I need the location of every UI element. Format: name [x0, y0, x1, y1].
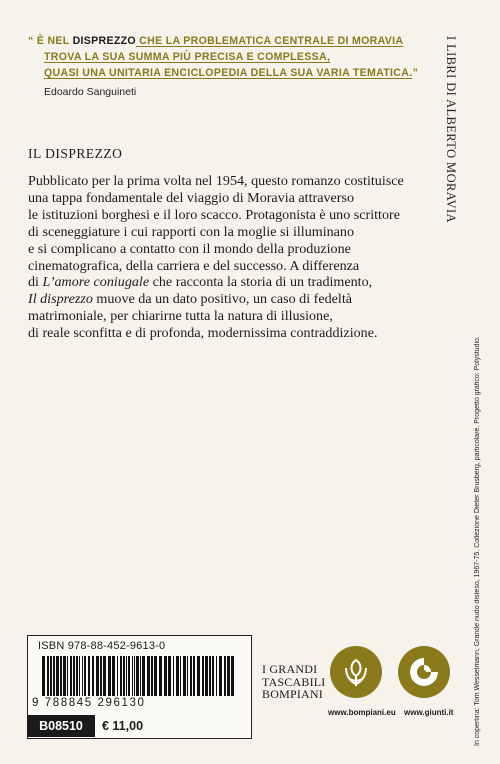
giunti-logo-icon: [398, 646, 450, 698]
ean-digits: 9 788845 296130: [32, 697, 146, 709]
barcode-bar: [216, 656, 217, 696]
synopsis-line: cinematografica, della carriera e del successo. A differenza: [28, 257, 360, 274]
barcode-bar: [70, 656, 72, 696]
barcode-bar: [159, 656, 162, 696]
barcode-bar: [212, 656, 214, 696]
synopsis-line: Il disprezzo muove da un dato positivo, un caso di fedeltà: [28, 291, 352, 308]
barcode-bar: [53, 656, 55, 696]
barcode-bar: [231, 656, 234, 696]
quote-line-3: QUASI UNA UNITARIA ENCICLOPEDIA DELLA SUA VARIA TEMATICA.”: [44, 67, 419, 79]
quote-close-marks: ”: [412, 67, 419, 79]
barcode-bar: [103, 656, 106, 696]
barcode-bar: [224, 656, 226, 696]
barcode-bar: [96, 656, 99, 696]
barcode-bar: [219, 656, 222, 696]
credits-text: In copertina: Tom Wesselmann, Grande nudo disteso, 1967-75. Collezione Dieter Brusberg, particolare. Progetto grafico: Polystudio.: [474, 336, 481, 746]
back-cover-quote: [28, 33, 418, 98]
barcode-bar: [76, 656, 78, 696]
barcode-bar: [82, 656, 83, 696]
cover-credits: [474, 236, 488, 746]
quote-line-2: TROVA LA SUA SUMMA PIÙ PRECISA E COMPLESSA,: [44, 51, 331, 63]
product-code-badge: B08510: [27, 715, 95, 737]
barcode-bar: [60, 656, 62, 696]
barcode-box: [27, 635, 252, 739]
barcode-bar: [134, 656, 135, 696]
quote-open-marks: “: [28, 35, 34, 47]
quote-line-1: “ È NEL DISPREZZO CHE LA PROBLEMATICA CENTRALE DI MORAVIA: [28, 35, 404, 47]
barcode-bar: [187, 656, 188, 696]
barcode-bar: [73, 656, 75, 696]
synopsis-line: di sceneggiature i cui rapporti con la moglie si illuminano: [28, 223, 355, 240]
bompiani-website[interactable]: www.bompiani.eu: [328, 708, 396, 717]
barcode-bar: [173, 656, 174, 696]
barcode-bar: [126, 656, 127, 696]
barcode-bar: [205, 656, 208, 696]
synopsis-line: matrimoniale, per chiarirne tutta la natura di illusione,: [28, 308, 333, 325]
barcode-bar: [209, 656, 211, 696]
barcode-bar: [117, 656, 118, 696]
barcode-bar: [164, 656, 167, 696]
italic-title: L’amore coniugale: [42, 274, 150, 291]
synopsis-line: Pubblicato per la prima volta nel 1954, questo romanzo costituisce: [28, 173, 404, 189]
barcode-bar: [100, 656, 102, 696]
series-name: I GRANDI TASCABILI BOMPIANI: [262, 662, 326, 701]
giunti-website[interactable]: www.giunti.it: [404, 708, 454, 717]
barcode-bar: [42, 656, 45, 696]
barcode-bar: [176, 656, 179, 696]
barcode-bar: [128, 656, 130, 696]
barcode-bar: [193, 656, 195, 696]
synopsis-line: e si complicano a contatto con il mondo della produzione: [28, 240, 351, 257]
barcode-bar: [123, 656, 125, 696]
barcode-bar: [108, 656, 111, 696]
barcode-bar: [168, 656, 171, 696]
barcode-bar: [112, 656, 115, 696]
synopsis-line: di reale sconfitta e di profonda, modernissima contraddizione.: [28, 325, 378, 342]
barcode-bar: [63, 656, 66, 696]
barcode-bar: [147, 656, 150, 696]
quote-highlight: DISPREZZO: [72, 35, 136, 47]
barcode-bar: [84, 656, 86, 696]
italic-title: Il disprezzo: [28, 291, 93, 308]
barcode-bar: [190, 656, 192, 696]
barcode-bar: [88, 656, 90, 696]
synopsis: [28, 173, 428, 342]
barcode-bar: [92, 656, 94, 696]
barcode-bar: [142, 656, 145, 696]
barcode-bar: [132, 656, 133, 696]
barcode-bar: [120, 656, 122, 696]
barcode-bar: [79, 656, 80, 696]
barcode-bar: [136, 656, 139, 696]
isbn-label: ISBN 978-88-452-9613-0: [38, 640, 166, 652]
barcode-bar: [180, 656, 181, 696]
barcode-bar: [67, 656, 68, 696]
barcode-bar: [56, 656, 59, 696]
barcode-bar: [154, 656, 157, 696]
barcode-bar: [202, 656, 204, 696]
barcode-icon: [38, 656, 238, 698]
book-title: IL DISPREZZO: [28, 146, 123, 161]
price-label: € 11,00: [102, 719, 144, 733]
barcode-bar: [151, 656, 153, 696]
barcode-bar: [227, 656, 230, 696]
series-vertical-label: I LIBRI DI ALBERTO MORAVIA: [444, 36, 458, 223]
synopsis-line: una tappa fondamentale del viaggio di Moravia attraverso: [28, 189, 354, 206]
bompiani-logo-icon: [330, 646, 382, 698]
barcode-bar: [50, 656, 52, 696]
synopsis-line: le istituzioni borghesi e il loro scacco. Protagonista è uno scrittore: [28, 206, 400, 223]
barcode-bar: [47, 656, 49, 696]
barcode-bar: [183, 656, 186, 696]
barcode-bar: [197, 656, 200, 696]
barcode-bar: [140, 656, 141, 696]
quote-attribution: Edoardo Sanguineti: [44, 86, 137, 98]
synopsis-line: di L’amore coniugale che racconta la storia di un tradimento,: [28, 274, 373, 291]
